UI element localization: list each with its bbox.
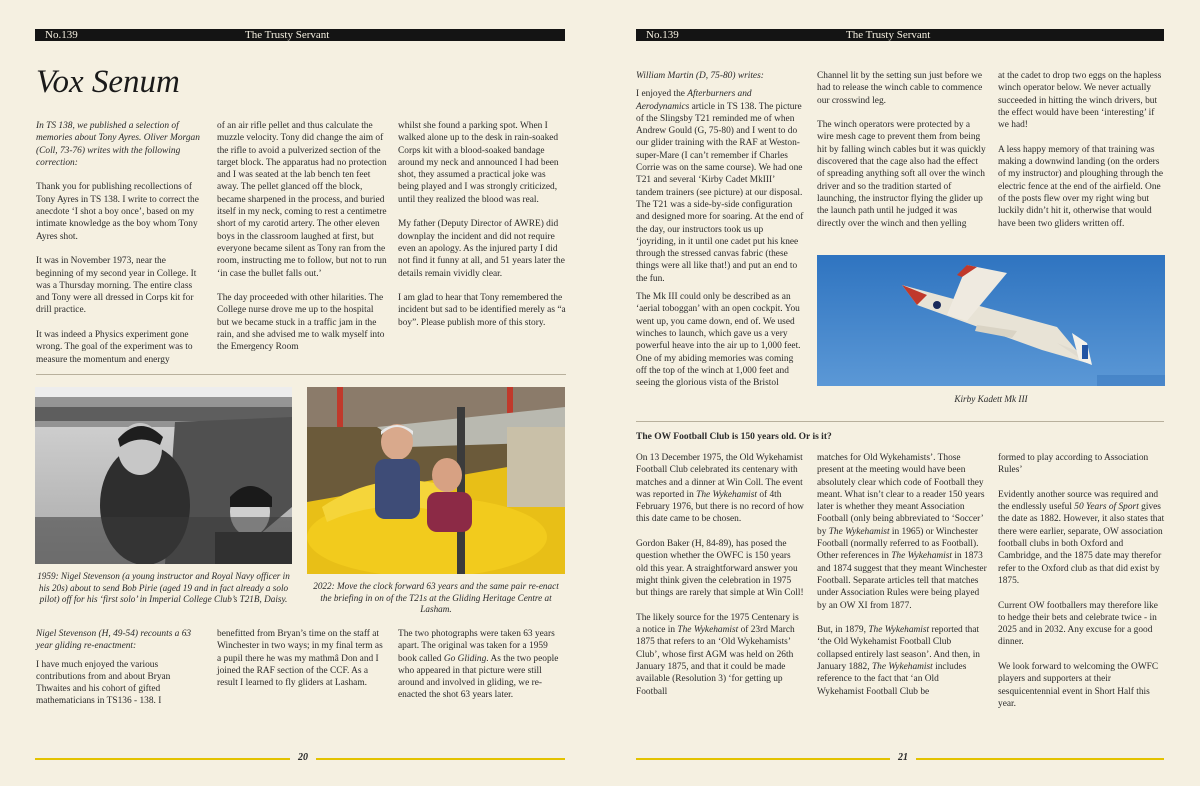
page-number: 21 [890,752,916,763]
issue-number: No.139 [45,29,78,41]
photo-caption: 1959: Nigel Stevenson (a young instructor and Royal Navy officer in his 20s) about to send Bob Pirie (aged 19 and in fact already a solo pilot) off for his ‘first solo’ in Imperial College Club’s T21B, Daisy. [37,571,290,604]
article-column-3 [398,120,566,341]
article-headline: The OW Football Club is 150 years old. Or is it? [636,432,832,442]
paragraph: We look forward to welcoming the OWFC players and supporters at their sesquicentennial event in Short Half this year. [998,662,1159,709]
photo-caption: Kirby Kadett Mk III [954,394,1028,404]
paragraph: It was in November 1973, near the beginning of my second year in College. It was a Thursday morning. The entire class and Tony were all dressed in Corps kit for drill practice. [36,256,197,316]
article-column-2 [217,120,387,366]
paragraph: The day proceeded with other hilarities. The College nurse drove me up to the hospital but we became stuck in a traffic jam in the rain, and she advised me to walk myself into the Emergency Room [217,293,385,353]
running-header [636,29,1164,41]
paragraph: The likely source for the 1975 Centenary is a notice in The Wykehamist of 23rd March 1875 that refers to an ‘Old Wykehamists’ Club’, whose first AGM was held on 26th January 1875, and that it could be made available (Resolution 3) ‘for getting up Football [636,612,799,697]
photo-1959 [35,387,292,564]
article-column-bottom-3 [398,628,566,714]
paragraph: But, in 1879, The Wykehamist reported that ‘the Old Wykehamist Football Club collapsed entirely last season’. And then, in January 1882, The Wykehamist includes reference to the fact that ‘an Old Wykehamist Football Club be [817,625,980,697]
article-column-3 [998,70,1166,242]
article-column-2 [817,70,987,242]
paragraph: matches for Old Wykehamists’. Those present at the meeting would have been absolutely clear which code of Football they meant. What isn’t clear to a reader 150 years later is whether they meant Association Football (only being abbreviated to ‘Soccer’ by The Wykehamist in 1965) or Winchester Football (normally referred to as Football). Other references in The Wykehamist in 1873 and 1874 suggest that they meant Winchester Football. Separate articles tell that matches under Association Rules were being played by an OW XI from 1877. [817,453,987,611]
divider [636,421,1164,422]
divider [36,374,566,375]
paragraph: of an air rifle pellet and thus calculate the muzzle velocity. Tony did change the aim of the rifle to avoid a pulverized section of the target block. The apparatus had no protection and I was seated at the lab bench ten feet away. The pellet glanced off the block, became sharpened in the process, and buried itself in my neck, coming to rest a centimetre short of my carotid artery. The other eleven boys in the classroom laughed at first, but everyone became silent as Tony ran from the room, instructing me to follow, but not to run ‘in case the bullet falls out.’ [217,121,387,279]
magazine-name: The Trusty Servant [245,29,330,41]
article-column-1 [636,70,804,402]
intro-text: In TS 138, we published a selection of memories about Tony Ayres. Oliver Morgan (Coll, 73-76) writes with the following correction: [36,121,200,168]
paragraph: benefitted from Bryan’s time on the staff at Winchester in two ways; in my final term as a pupil there he was my mathmâ Don and I joined the RAF section of the CCF. As a result I learned to fly gliders at Lasham. [217,629,383,689]
paragraph: The two photographs were taken 63 years apart. The original was taken for a 1959 book called Go Gliding. As the two people who appeared in that picture were still around and involved in gliding, we re-enacted the shot 63 years later. [398,629,559,701]
paragraph: My father (Deputy Director of AWRE) did downplay the incident and did not require even an apology. As the injured party I did not find it funny at all, and 51 years later the details remain vividly clear. [398,219,565,279]
article-column-bottom-1 [36,628,204,720]
paragraph: Current OW footballers may therefore like to hedge their bets and celebrate twice - in 2025 and in 2032. Any excuse for a good dinner. [998,600,1158,648]
running-header [35,29,565,41]
paragraph: The winch operators were protected by a wire mesh cage to prevent them from being hit by falling winch cables but it was quickly discovered that the cage also had the effect of spreading anything soft all over the winch driver and so the tradition started of launching, the instructor flying the glider up the launch path until he judged it was directly over the winch and then yelling [817,120,986,229]
paragraph: I am glad to hear that Tony remembered the incident but sad to be identified merely as “a boy”. Please publish more of this story. [398,293,566,328]
glider-photo [817,255,1165,386]
football-column-2 [817,452,987,710]
issue-number: No.139 [646,29,679,41]
paragraph: I enjoyed the Afterburners and Aerodynamics article in TS 138. The picture of the Slingsby T21 reminded me of when Andrew Gould (G, 75-80) and I went to do our glider training with the RAF at Weston-super-Mare (I can’t remember if Charles Corrie was on the same course). We had one T21 and several ‘Kirby Cadet MkIII’ tandem trainers (see picture) at our disposal. The T21 was a side-by-side configuration and designed more for soaring. At the end of the day, our instructors took us up ‘joyriding, in it until one cadet put his knee through the stressed canvas fabric (these things were all like that!) and put an end to the fun. [636,89,804,284]
paragraph: Channel lit by the setting sun just before we had to release the winch cable to commence our crosswind leg. [817,71,983,106]
right-page [600,0,1200,786]
paragraph: Thank you for publishing recollections of Tony Ayres in TS 138. I write to correct the anecdote ‘I shot a boy once’, based on my intimate knowledge as the boy whom Tony Ayres shot. [36,182,199,242]
football-column-1 [636,452,804,710]
section-title: Vox Senum [36,64,180,100]
paragraph: The Mk III could only be described as an ‘aerial toboggan’ with an open cockpit. You went up, you came down, end of. We used winches to launch, which gave us a very powerful heave into the air up to 1,000 feet. One of my abiding memories was coming off the top of the winch at 1,000 feet and seeing the glorious vista of the Bristol [636,292,801,389]
paragraph: at the cadet to drop two eggs on the hapless winch operator below. We never actually succeeded in hitting the winch drivers, but the effect would have been ‘interesting’ if we had! [998,71,1162,131]
page-number: 20 [290,752,316,763]
paragraph: formed to play according to Association Rules’ [998,453,1149,476]
paragraph: A less happy memory of that training was making a downwind landing (on the orders of my instructor) and ploughing through the electric fence at the end of the airfield. One of the posts flew over my right wing but luckily didn’t hit it, otherwise that would have been two gliders written off. [998,144,1164,229]
paragraph: On 13 December 1975, the Old Wykehamist Football Club celebrated its centenary with matches and a dinner at Win Coll. The event was reported in The Wykehamist of 4th February 1976, but there is no record of how this date came to be chosen. [636,453,804,525]
photo-caption: 2022: Move the clock forward 63 years and the same pair re-enact the briefing in on of the T21s at the Gliding Heritage Centre at Lasham. [313,581,559,614]
paragraph: Evidently another source was required and the endlessly useful 50 Years of Sport gives the date as 1882. However, it also states that there were earlier, separate, OW association football clubs in both Oxford and Cambridge, and the 1875 date may therefor refer to the Oxford club as that did exist by 1875. [998,489,1165,586]
magazine-name: The Trusty Servant [846,29,931,41]
football-column-3 [998,452,1166,723]
paragraph: whilst she found a parking spot. When I walked alone up to the desk in rain-soaked Corps kit with a blood-soaked bandage around my neck and announced I had been shot, they assumed a practical joke was being played and I was strongly criticized, until they realized the blood was real. [398,121,559,205]
paragraph: I have much enjoyed the various contributions from and about Bryan Thwaites and his cohort of gifted mathematicians in TS136 - 138. I [36,659,171,707]
intro-text: William Martin (D, 75-80) writes: [636,71,764,81]
intro-text: Nigel Stevenson (H, 49-54) recounts a 63 year gliding re-enactment: [36,629,192,652]
article-column-bottom-2 [217,628,387,702]
photo-2022 [307,387,565,574]
paragraph: It was indeed a Physics experiment gone wrong. The goal of the experiment was to measure the momentum and energy [36,330,193,365]
paragraph: Gordon Baker (H, 84-89), has posed the question whether the OWFC is 150 years old this year. A straightforward answer you might think given the celebration in 1975 but things are rarely that simple at Win Coll! [636,539,804,599]
article-column-1 [36,120,204,378]
